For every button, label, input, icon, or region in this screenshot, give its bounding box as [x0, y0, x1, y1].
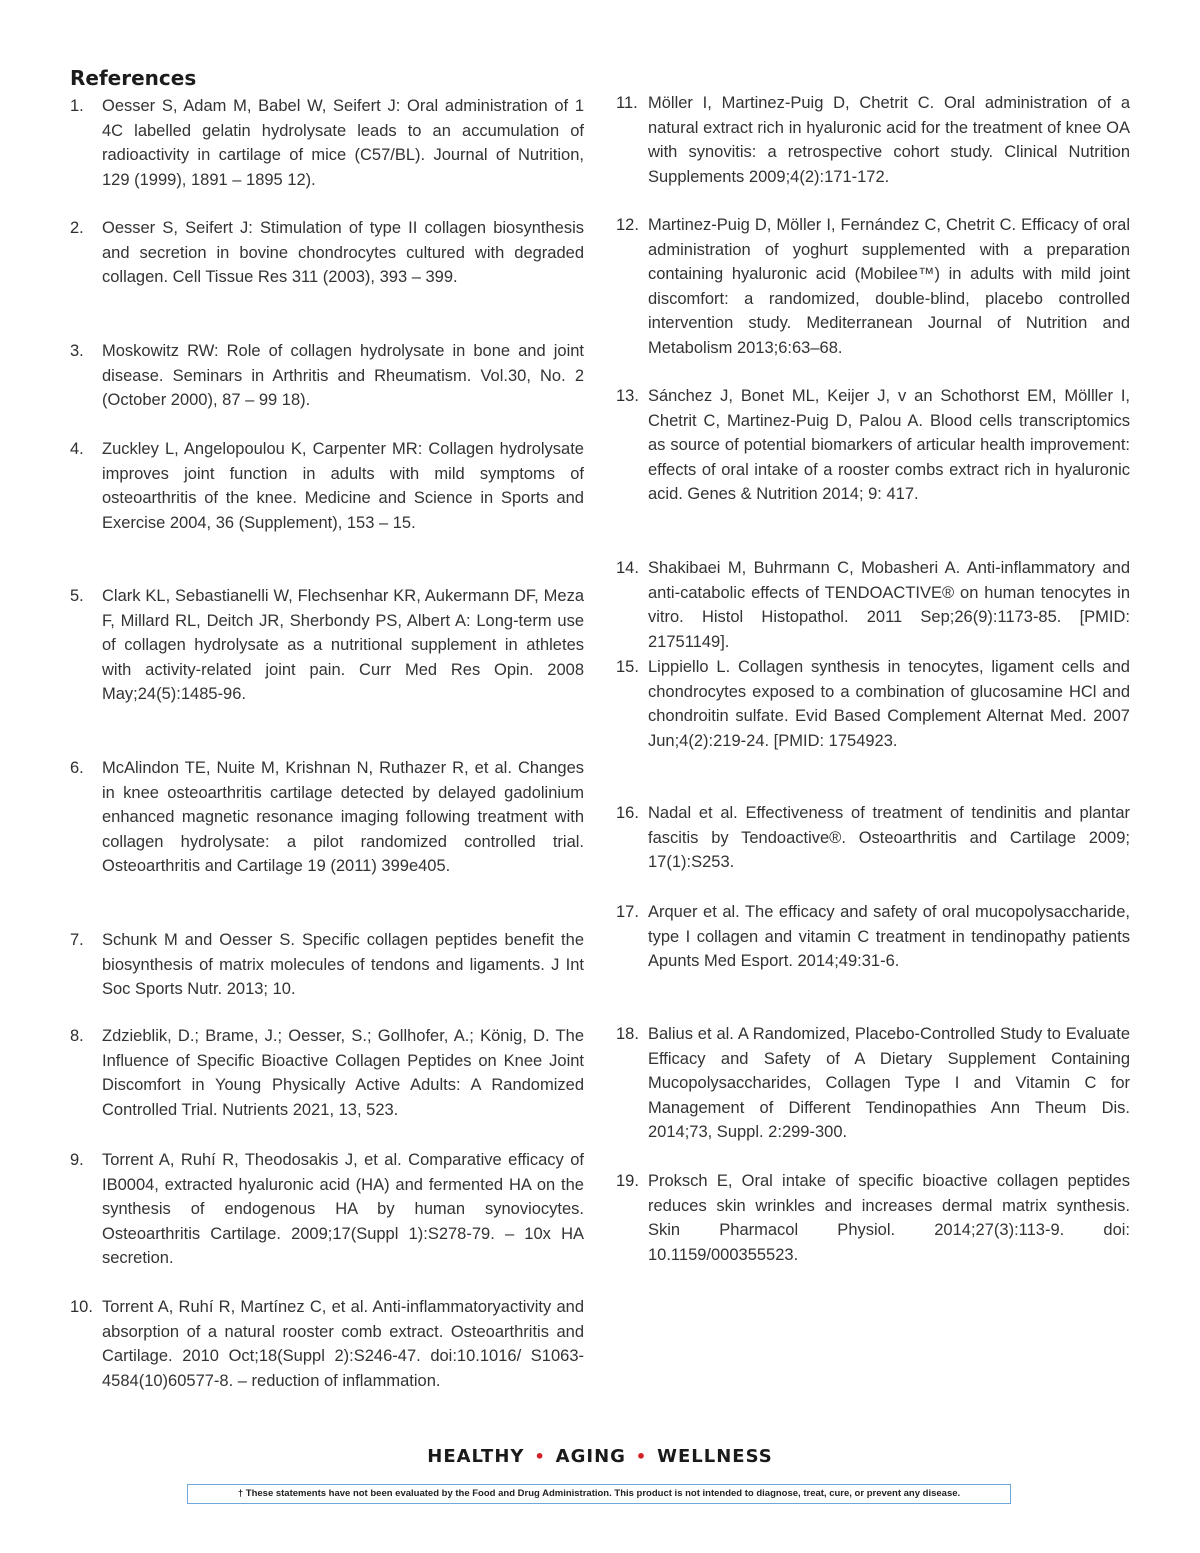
- reference-item: [70, 1295, 584, 1393]
- reference-text: Clark KL, Sebastianelli W, Flechsenhar KR, Aukermann DF, Meza F, Millard RL, Deitch JR, Sherbondy PS, Albert A: Long-term use of collagen hydrolysate as a nutritional supplement in athletes with activity-related joint pain. Curr Med Res Opin. 2008 May;24(5):1485-96.: [102, 587, 584, 703]
- reference-number: 14.: [616, 559, 639, 577]
- reference-number: 19.: [616, 1172, 639, 1190]
- tagline-word: AGING: [555, 1446, 626, 1467]
- reference-number: 9.: [70, 1151, 84, 1169]
- reference-text: Proksch E, Oral intake of specific bioactive collagen peptides reduces skin wrinkles and increases dermal matrix synthesis. Skin Pharmacol Physiol. 2014;27(3):113-9. doi: 10.1159/000355523.: [648, 1172, 1130, 1264]
- reference-text: Zuckley L, Angelopoulou K, Carpenter MR: Collagen hydrolysate improves joint function in adults with mild symptoms of osteoarthritis of the knee. Medicine and Science in Sports and Exercise 2004, 36 (Supplement), 153 – 15.: [102, 440, 584, 532]
- reference-item: [70, 1024, 584, 1122]
- reference-text: Oesser S, Adam M, Babel W, Seifert J: Oral administration of 1 4C labelled gelatin hydrolysate leads to an accumulation of radioactivity in cartilage of mice (C57/BL). Journal of Nutrition, 129 (1999), 1891 – 1895 12).: [102, 97, 584, 189]
- reference-number: 11.: [616, 94, 638, 112]
- reference-item: [70, 1148, 584, 1271]
- page-title: References: [70, 66, 197, 90]
- separator-dot: •: [534, 1447, 546, 1466]
- reference-item: [70, 584, 584, 707]
- reference-number: 17.: [616, 903, 639, 921]
- reference-number: 7.: [70, 931, 84, 949]
- reference-number: 6.: [70, 759, 84, 777]
- reference-item: [70, 216, 584, 290]
- reference-number: 5.: [70, 587, 84, 605]
- reference-text: Sánchez J, Bonet ML, Keijer J, v an Schothorst EM, Mölller I, Chetrit C, Martinez-Puig D, Palou A. Blood cells transcriptomics as source of potential biomarkers of articular health improvement: effects of oral intake of a rooster combs extract rich in hyaluronic acid. Genes & Nutrition 2014; 9: 417.: [648, 387, 1130, 503]
- reference-item: [70, 94, 584, 192]
- reference-number: 12.: [616, 216, 639, 234]
- reference-number: 8.: [70, 1027, 84, 1045]
- reference-text: Torrent A, Ruhí R, Martínez C, et al. Anti-inflammatoryactivity and absorption of a natural rooster comb extract. Osteoarthritis and Cartilage. 2010 Oct;18(Suppl 2):S246-47. doi:10.1016/ S1063-4584(10)60577-8. – reduction of inflammation.: [102, 1298, 584, 1390]
- reference-item: [616, 213, 1130, 360]
- reference-text: Nadal et al. Effectiveness of treatment of tendinitis and plantar fascitis by Tendoactive®. Osteoarthritis and Cartilage 2009; 17(1):S253.: [648, 804, 1130, 871]
- footer-tagline: [0, 1446, 1200, 1467]
- reference-item: [616, 655, 1130, 753]
- reference-item: [70, 437, 584, 535]
- reference-item: [70, 339, 584, 413]
- reference-text: Lippiello L. Collagen synthesis in tenocytes, ligament cells and chondrocytes exposed to a combination of glucosamine HCl and chondroitin sulfate. Evid Based Complement Alternat Med. 2007 Jun;4(2):219-24. [PMID: 1754923.: [648, 658, 1130, 750]
- reference-text: McAlindon TE, Nuite M, Krishnan N, Ruthazer R, et al. Changes in knee osteoarthritis cartilage detected by delayed gadolinium enhanced magnetic resonance imaging following treatment with collagen hydrolysate: a pilot randomized controlled trial. Osteoarthritis and Cartilage 19 (2011) 399e405.: [102, 759, 584, 875]
- reference-number: 10.: [70, 1298, 93, 1316]
- reference-number: 1.: [70, 97, 84, 115]
- tagline-word: WELLNESS: [657, 1446, 773, 1467]
- reference-text: Zdzieblik, D.; Brame, J.; Oesser, S.; Gollhofer, A.; König, D. The Influence of Specific Bioactive Collagen Peptides on Knee Joint Discomfort in Young Physically Active Adults: A Randomized Controlled Trial. Nutrients 2021, 13, 523.: [102, 1027, 584, 1119]
- reference-text: Torrent A, Ruhí R, Theodosakis J, et al. Comparative efficacy of IB0004, extracted hyaluronic acid (HA) and fermented HA on the synthesis of endogenous HA by human synoviocytes. Osteoarthritis Cartilage. 2009;17(Suppl 1):S278-79. – 10x HA secretion.: [102, 1151, 584, 1267]
- reference-item: [616, 1169, 1130, 1267]
- reference-number: 13.: [616, 387, 639, 405]
- reference-item: [616, 91, 1130, 189]
- reference-number: 3.: [70, 342, 84, 360]
- reference-text: Oesser S, Seifert J: Stimulation of type II collagen biosynthesis and secretion in bovine chondrocytes cultured with degraded collagen. Cell Tissue Res 311 (2003), 393 – 399.: [102, 219, 584, 286]
- reference-item: [616, 384, 1130, 507]
- reference-number: 16.: [616, 804, 639, 822]
- reference-text: Balius et al. A Randomized, Placebo-Controlled Study to Evaluate Efficacy and Safety of A Dietary Supplement Containing Mucopolysaccharides, Collagen Type I and Vitamin C for Management of Different Tendinopathies Ann Theum Dis. 2014;73, Suppl. 2:299-300.: [648, 1025, 1130, 1141]
- reference-number: 2.: [70, 219, 84, 237]
- separator-dot: •: [635, 1447, 648, 1466]
- reference-item: [70, 928, 584, 1002]
- reference-number: 18.: [616, 1025, 639, 1043]
- reference-number: 4.: [70, 440, 84, 458]
- reference-text: Arquer et al. The efficacy and safety of oral mucopolysaccharide, type I collagen and vitamin C treatment in tendinopathy patients Apunts Med Esport. 2014;49:31-6.: [648, 903, 1130, 970]
- reference-item: [616, 1022, 1130, 1145]
- reference-text: Möller I, Martinez-Puig D, Chetrit C. Oral administration of a natural extract rich in hyaluronic acid for the treatment of knee OA with synovitis: a retrospective cohort study. Clinical Nutrition Supplements 2009;4(2):171-172.: [648, 94, 1130, 186]
- reference-item: [616, 900, 1130, 974]
- reference-item: [616, 801, 1130, 875]
- reference-text: Schunk M and Oesser S. Specific collagen peptides benefit the biosynthesis of matrix molecules of tendons and ligaments. J Int Soc Sports Nutr. 2013; 10.: [102, 931, 584, 998]
- reference-number: 15.: [616, 658, 639, 676]
- reference-item: [616, 556, 1130, 654]
- reference-text: Martinez-Puig D, Möller I, Fernández C, Chetrit C. Efficacy of oral administration of yoghurt supplemented with a preparation containing hyaluronic acid (Mobilee™) in adults with mild joint discomfort: a randomized, double-blind, placebo controlled intervention study. Mediterranean Journal of Nutrition and Metabolism 2013;6:63–68.: [648, 216, 1130, 357]
- reference-item: [70, 756, 584, 879]
- tagline-word: HEALTHY: [427, 1446, 525, 1467]
- reference-text: Shakibaei M, Buhrmann C, Mobasheri A. Anti-inflammatory and anti-catabolic effects of TENDOACTIVE® on human tenocytes in vitro. Histol Histopathol. 2011 Sep;26(9):1173-85. [PMID: 21751149].: [648, 559, 1130, 651]
- fda-disclaimer: † These statements have not been evaluated by the Food and Drug Administration. This product is not intended to diagnose, treat, cure, or prevent any disease.: [187, 1484, 1011, 1504]
- reference-text: Moskowitz RW: Role of collagen hydrolysate in bone and joint disease. Seminars in Arthritis and Rheumatism. Vol.30, No. 2 (October 2000), 87 – 99 18).: [102, 342, 584, 409]
